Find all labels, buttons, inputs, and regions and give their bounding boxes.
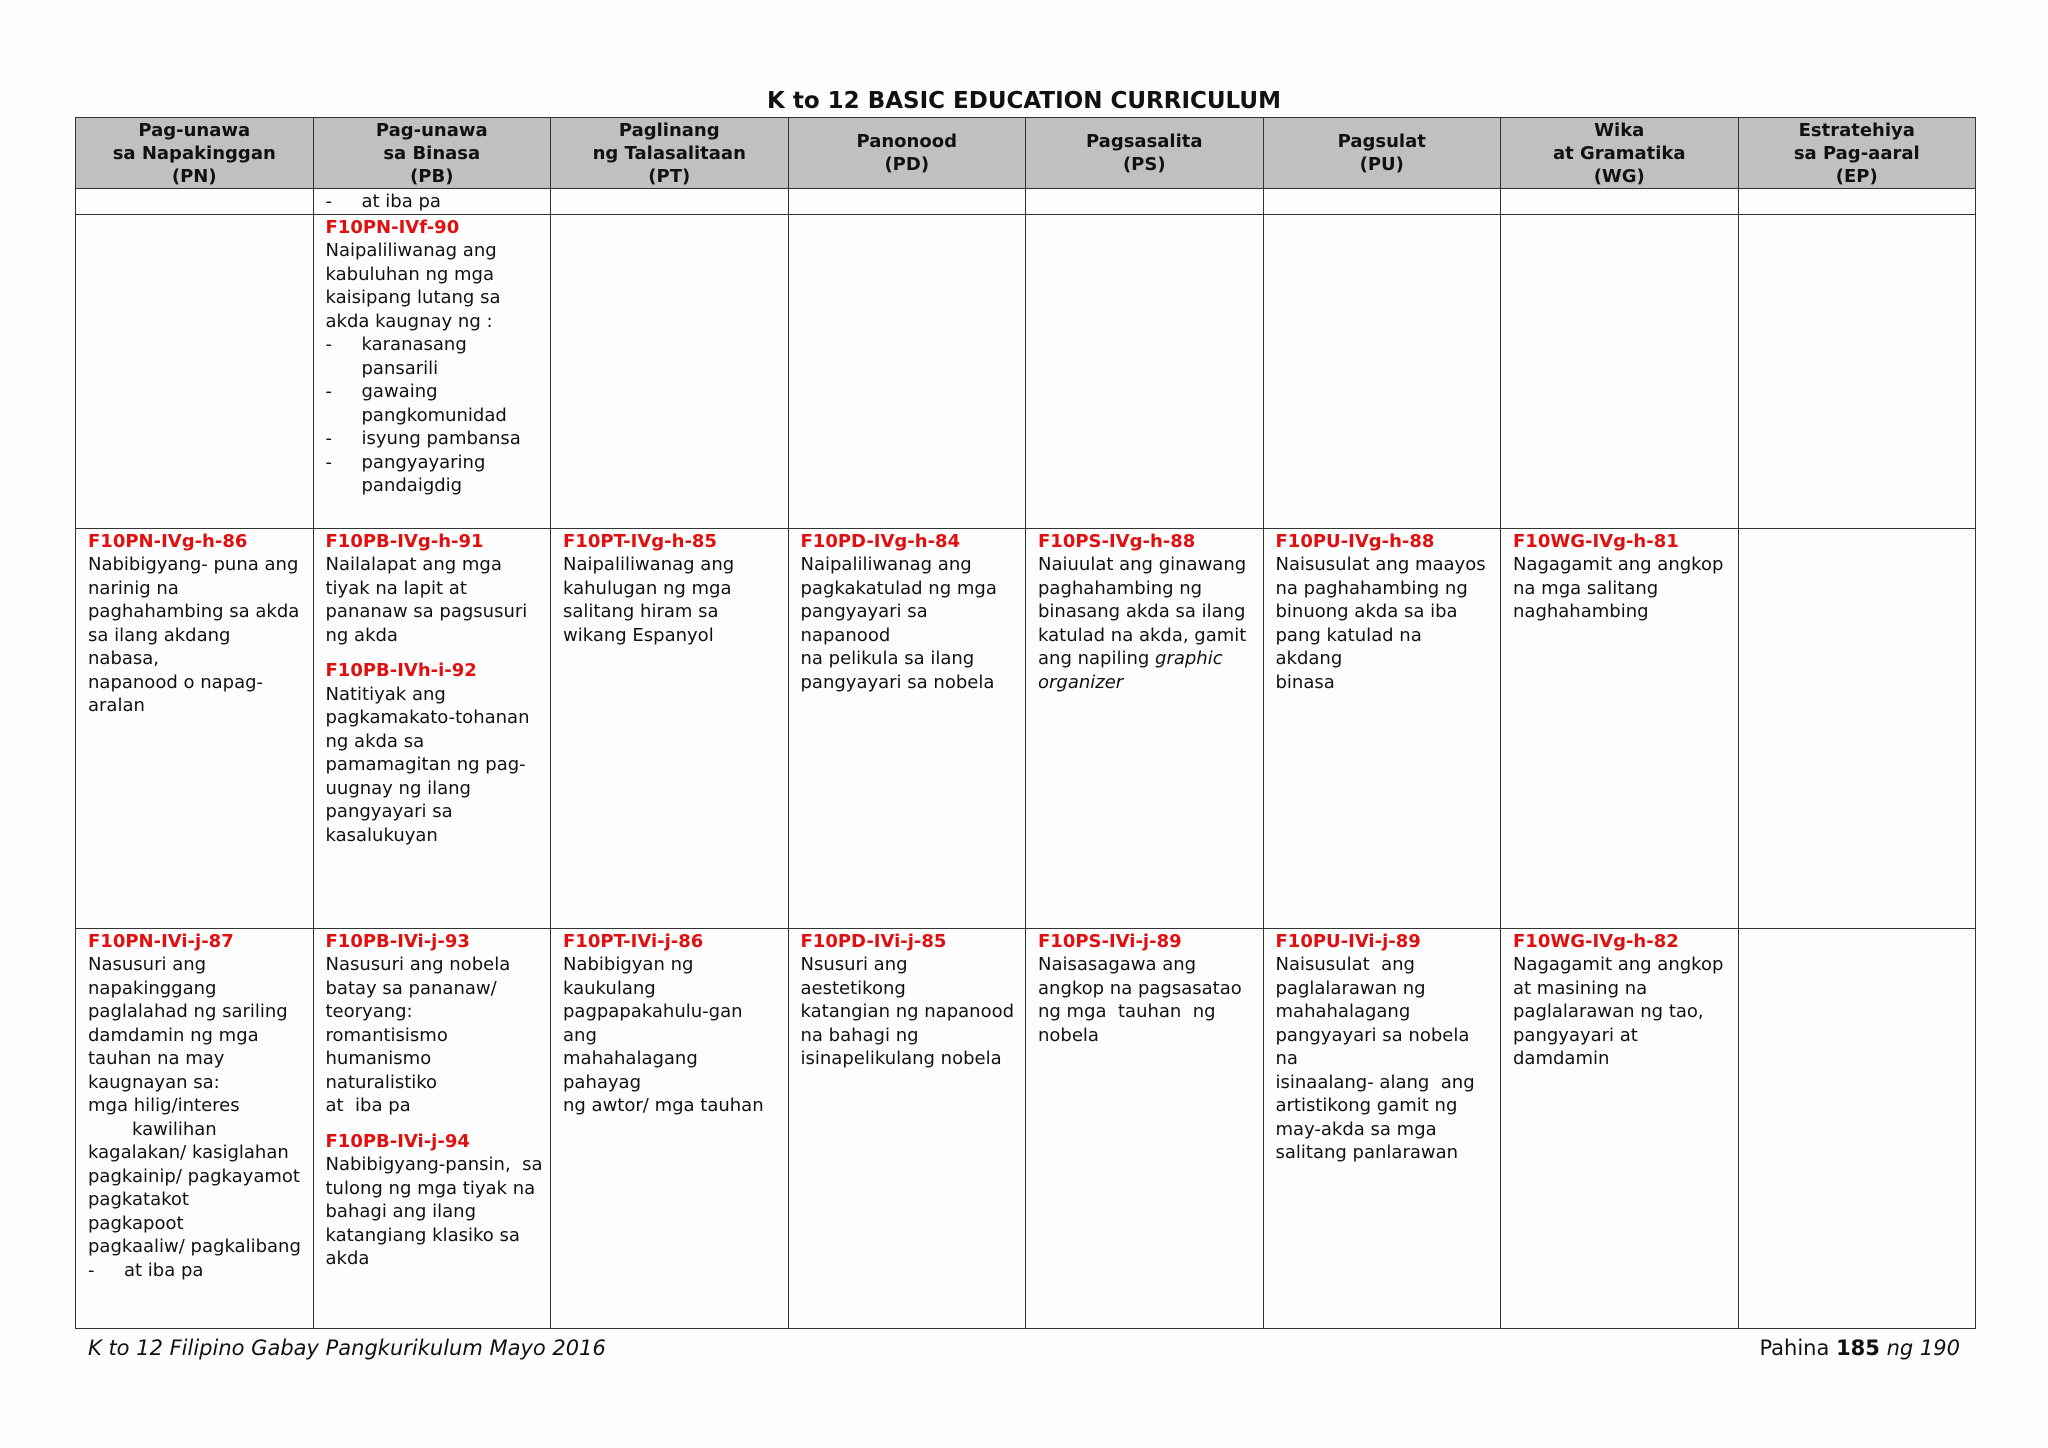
table-row xyxy=(76,189,1976,215)
cell-text: katangian ng napanood xyxy=(800,1001,1015,1022)
cell-text: Nailalapat ang mga xyxy=(325,554,502,575)
cell-text: paghahambing ng xyxy=(1038,577,1203,599)
cell-text: mahahalagang pahayag xyxy=(563,1048,698,1093)
cell-text: paghahambing sa akda xyxy=(88,601,300,622)
table-cell xyxy=(551,528,789,928)
header-ps: Pagsasalita (PS) xyxy=(1026,118,1264,189)
cell-text: Naiuulat ang ginawang xyxy=(1038,554,1247,575)
cell-text: binasa xyxy=(1275,671,1335,693)
cell-text: aralan xyxy=(88,695,145,716)
cell-text: ang napiling graphic xyxy=(1038,648,1223,669)
cell-text: naturalistiko xyxy=(325,1071,438,1093)
cell-text: naghahambing xyxy=(1513,601,1649,622)
cell-text: pangyayari sa nobela na xyxy=(1275,1024,1470,1069)
cell-text: batay sa pananaw/ xyxy=(325,977,497,999)
table-cell xyxy=(1026,214,1264,528)
cell-text: Naipaliliwanag ang xyxy=(800,554,972,575)
cell-text: humanismo xyxy=(325,1048,432,1069)
document-title: K to 12 BASIC EDUCATION CURRICULUM xyxy=(767,88,1281,114)
cell-text: wikang Espanyol xyxy=(563,624,714,646)
table-row xyxy=(76,928,1976,1328)
cell-text: pangyayari at xyxy=(1513,1024,1638,1046)
cell-text: romantisismo xyxy=(325,1024,448,1046)
cell-text: pamamagitan ng pag- xyxy=(325,754,526,775)
list-item-cont: pandaigdig xyxy=(361,475,463,496)
cell-text: uugnay ng ilang xyxy=(325,777,471,799)
table-cell xyxy=(313,189,551,215)
cell-text: Nabibigyang-pansin, sa xyxy=(325,1154,543,1175)
cell-text: akda kaugnay ng : xyxy=(325,310,493,332)
footer-page-number xyxy=(1759,1336,1960,1360)
competency-code: F10PS-IVg-h-88 xyxy=(1038,530,1196,552)
page-label: Pahina xyxy=(1759,1336,1830,1360)
cell-text: damdamin xyxy=(1513,1048,1610,1069)
header-pn: Pag-unawa sa Napakinggan (PN) xyxy=(76,118,314,189)
cell-text: kabuluhan ng mga xyxy=(325,263,494,285)
competency-code: F10WG-IVg-h-81 xyxy=(1513,530,1679,552)
table-cell xyxy=(76,189,314,215)
cell-text: Naisusulat ang maayos xyxy=(1275,554,1486,575)
header-pu: Pagsulat (PU) xyxy=(1263,118,1501,189)
header-row xyxy=(76,118,1976,189)
competency-code: F10WG-IVg-h-82 xyxy=(1513,930,1679,952)
list-item: - karanasang xyxy=(325,334,467,355)
page-number: 185 xyxy=(1836,1336,1880,1360)
competency-code: F10PN-IVf-90 xyxy=(325,216,460,238)
cell-text: pangyayari sa nobela xyxy=(800,671,995,693)
cell-text: kagalakan/ kasiglahan xyxy=(88,1142,289,1163)
cell-text: na bahagi ng xyxy=(800,1024,919,1046)
cell-text: pangyayari sa xyxy=(325,801,453,822)
cell-text: tulong ng mga tiyak na xyxy=(325,1177,536,1199)
competency-code: F10PU-IVi-j-89 xyxy=(1275,930,1421,952)
cell-text: mga hilig/interes xyxy=(88,1095,240,1116)
table-cell xyxy=(551,214,789,528)
cell-text: ng akda xyxy=(325,624,398,646)
table-cell xyxy=(1738,528,1976,928)
table-cell xyxy=(1738,189,1976,215)
header-pt: Paglinang ng Talasalitaan (PT) xyxy=(551,118,789,189)
competency-code: F10PB-IVh-i-92 xyxy=(325,660,477,681)
page-total: ng 190 xyxy=(1886,1336,1960,1360)
cell-text: pagkatakot xyxy=(88,1189,189,1210)
table-cell xyxy=(551,928,789,1328)
cell-text: kawilihan xyxy=(132,1118,217,1140)
table-cell xyxy=(1501,189,1739,215)
cell-text: teoryang: xyxy=(325,1001,413,1022)
table-cell xyxy=(313,214,551,528)
cell-text: pagkainip/ pagkayamot xyxy=(88,1165,300,1187)
cell-text: na paghahambing ng xyxy=(1275,577,1468,599)
competency-code: F10PU-IVg-h-88 xyxy=(1275,530,1435,552)
table-cell xyxy=(1738,214,1976,528)
table-cell xyxy=(788,189,1026,215)
cell-text: Nasusuri ang nobela xyxy=(325,954,511,975)
cell-text: isinaalang- alang ang xyxy=(1275,1071,1475,1093)
cell-text: nobela xyxy=(1038,1024,1099,1046)
cell-text: ng awtor/ mga tauhan xyxy=(563,1095,764,1116)
cell-text: na mga salitang xyxy=(1513,577,1659,599)
cell-text: pagkakatulad ng mga xyxy=(800,577,997,599)
cell-text: at masining na xyxy=(1513,977,1648,999)
competency-code: F10PT-IVg-h-85 xyxy=(563,530,717,552)
competency-code: F10PB-IVi-j-94 xyxy=(325,1130,470,1152)
cell-text: tiyak na lapit at xyxy=(325,577,467,599)
cell-text: Nasusuri ang xyxy=(88,954,207,975)
competency-code: F10PB-IVg-h-91 xyxy=(325,530,484,552)
cell-text: Nsusuri ang aestetikong xyxy=(800,954,908,999)
table-cell xyxy=(551,189,789,215)
cell-text: salitang panlarawan xyxy=(1275,1142,1459,1163)
table-cell xyxy=(1026,928,1264,1328)
list-item: - at iba pa xyxy=(325,191,441,212)
cell-text: Natitiyak ang xyxy=(325,683,446,705)
header-ep: Estratehiya sa Pag-aaral (EP) xyxy=(1738,118,1976,189)
list-item: - at iba pa xyxy=(88,1259,204,1281)
list-item: - gawaing xyxy=(325,381,438,402)
cell-text: damdamin ng mga xyxy=(88,1024,259,1046)
table-cell xyxy=(788,528,1026,928)
cell-text: salitang hiram sa xyxy=(563,601,719,622)
competency-code: F10PN-IVg-h-86 xyxy=(88,530,248,552)
cell-text: Nagagamit ang angkop xyxy=(1513,554,1724,575)
cell-text: Naisasagawa ang xyxy=(1038,954,1197,975)
table-cell xyxy=(788,928,1026,1328)
footer-document-name: K to 12 Filipino Gabay Pangkurikulum Mayo 2016 xyxy=(88,1336,606,1360)
table-cell xyxy=(1501,928,1739,1328)
cell-text: kaukulang xyxy=(563,977,656,999)
table-cell xyxy=(1263,928,1501,1328)
curriculum-table xyxy=(75,117,1976,1329)
table-cell xyxy=(76,214,314,528)
table-cell xyxy=(1263,214,1501,528)
competency-code: F10PD-IVg-h-84 xyxy=(800,530,961,552)
cell-text: paglalahad ng sariling xyxy=(88,1001,288,1022)
header-pb: Pag-unawa sa Binasa (PB) xyxy=(313,118,551,189)
cell-text: kasalukuyan xyxy=(325,824,438,846)
cell-text: ng akda sa xyxy=(325,730,425,752)
cell-text: pangyayari sa napanood xyxy=(800,601,928,646)
table-cell xyxy=(1263,528,1501,928)
table-cell xyxy=(76,928,314,1328)
cell-text: pananaw sa pagsusuri xyxy=(325,601,528,622)
cell-text: angkop na pagsasatao xyxy=(1038,977,1242,999)
competency-code: F10PN-IVi-j-87 xyxy=(88,930,234,952)
competency-code: F10PB-IVi-j-93 xyxy=(325,930,470,952)
cell-text: binuong akda sa iba xyxy=(1275,601,1458,622)
cell-text: organizer xyxy=(1038,671,1124,693)
cell-text: paglalarawan ng xyxy=(1275,977,1426,999)
cell-text: Naisusulat ang xyxy=(1275,954,1415,975)
competency-code: F10PT-IVi-j-86 xyxy=(563,930,704,952)
cell-text: isinapelikulang nobela xyxy=(800,1048,1002,1069)
table-cell xyxy=(1026,189,1264,215)
cell-text: akda xyxy=(325,1248,370,1269)
list-item: - isyung pambansa xyxy=(325,428,521,449)
table-cell xyxy=(1026,528,1264,928)
table-cell xyxy=(313,928,551,1328)
table-cell xyxy=(1738,928,1976,1328)
table-cell xyxy=(1263,189,1501,215)
table-cell xyxy=(1501,214,1739,528)
table-cell xyxy=(313,528,551,928)
table-cell xyxy=(1501,528,1739,928)
cell-text: nabasa, xyxy=(88,648,160,669)
cell-text: Nabibigyang- puna ang xyxy=(88,554,299,575)
cell-text: narinig na xyxy=(88,577,179,599)
table-cell xyxy=(76,528,314,928)
cell-text: Naipaliliwanag ang xyxy=(563,554,735,575)
cell-text: pagkaaliw/ pagkalibang xyxy=(88,1236,301,1257)
cell-text: na pelikula sa ilang xyxy=(800,648,975,669)
cell-text: napakinggang xyxy=(88,977,217,999)
header-pd: Panonood (PD) xyxy=(788,118,1026,189)
cell-text: pagkamakato-tohanan xyxy=(325,707,530,728)
cell-text: Nabibigyan ng xyxy=(563,954,694,975)
cell-text: kahulugan ng mga xyxy=(563,577,732,599)
table-row xyxy=(76,528,1976,928)
cell-text: kaugnayan sa: xyxy=(88,1071,220,1093)
cell-text: kaisipang lutang sa xyxy=(325,287,501,308)
cell-text: ng mga tauhan ng xyxy=(1038,1001,1216,1022)
competency-code: F10PD-IVi-j-85 xyxy=(800,930,947,952)
cell-text: pagkapoot xyxy=(88,1212,184,1234)
cell-text: pang katulad na akdang xyxy=(1275,624,1422,669)
cell-text: Naipaliliwanag ang xyxy=(325,240,497,261)
cell-text: Nagagamit ang angkop xyxy=(1513,954,1724,975)
header-wg: Wika at Gramatika (WG) xyxy=(1501,118,1739,189)
cell-text: at iba pa xyxy=(325,1095,411,1116)
cell-text: artistikong gamit ng xyxy=(1275,1095,1458,1116)
cell-text: pagpapakahulu-gan ang xyxy=(563,1001,743,1046)
list-item: - pangyayaring xyxy=(325,451,486,473)
table-cell xyxy=(788,214,1026,528)
cell-text: sa ilang akdang xyxy=(88,624,231,646)
list-item-cont: pangkomunidad xyxy=(361,404,507,426)
cell-text: mahahalagang xyxy=(1275,1001,1411,1022)
table-row xyxy=(76,214,1976,528)
list-item-cont: pansarili xyxy=(361,357,439,379)
cell-text: paglalarawan ng tao, xyxy=(1513,1001,1704,1022)
cell-text: may-akda sa mga xyxy=(1275,1118,1437,1140)
cell-text: bahagi ang ilang xyxy=(325,1201,476,1222)
cell-text: katangiang klasiko sa xyxy=(325,1224,520,1246)
cell-text: binasang akda sa ilang xyxy=(1038,601,1246,622)
cell-text: tauhan na may xyxy=(88,1048,225,1069)
cell-text: katulad na akda, gamit xyxy=(1038,624,1247,646)
cell-text: napanood o napag- xyxy=(88,671,264,693)
competency-code: F10PS-IVi-j-89 xyxy=(1038,930,1182,952)
